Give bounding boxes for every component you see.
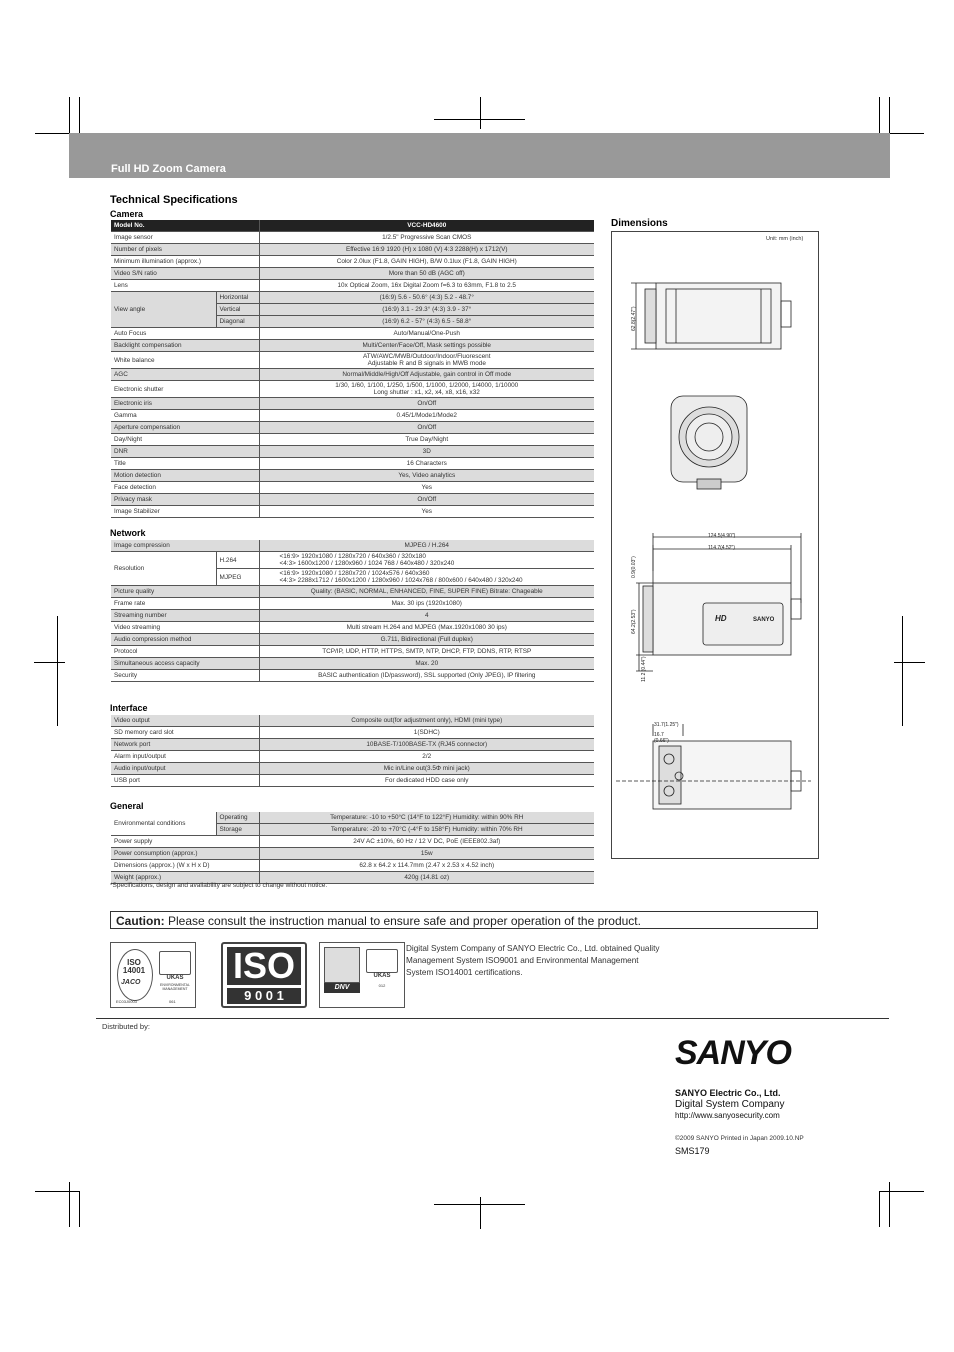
table-cell: Day/Night (111, 434, 259, 446)
table-row (111, 848, 594, 860)
table-row (111, 369, 594, 381)
table-cell: 10BASE-T/100BASE-TX (RJ45 connector) (259, 739, 594, 751)
table-cell: Power consumption (approx.) (111, 848, 259, 860)
company-url[interactable]: http://www.sanyosecurity.com (675, 1111, 780, 1120)
table-row (111, 256, 594, 268)
table-cell: Image compression (111, 540, 259, 552)
dim-d2: 64.2(2.53") (631, 609, 637, 634)
camera-section-title: Camera (110, 209, 144, 219)
table-cell: Electronic iris (111, 398, 259, 410)
table-cell: USB port (111, 775, 259, 787)
table-row (111, 670, 594, 682)
table-cell: Diagonal (216, 316, 259, 328)
iso14001-cert-logo: ISO 14001 JACO UKAS ENVIRONMENTAL MANAGEMENT EC03J0003 061 (110, 942, 196, 1008)
table-cell: More than 50 dB (AGC off) (259, 268, 594, 280)
table-row (111, 268, 594, 280)
table-cell: On/Off (259, 398, 594, 410)
table-row (111, 610, 594, 622)
table-cell: On/Off (259, 422, 594, 434)
table-row (111, 836, 594, 848)
table-cell: Composite out(for adjustment only), HDMI (mini type) (259, 715, 594, 727)
table-cell: 16 Characters (259, 458, 594, 470)
table-row (111, 622, 594, 634)
table-cell: Yes (259, 506, 594, 518)
interface-spec-table (111, 715, 594, 787)
table-row (111, 494, 594, 506)
table-row (111, 812, 594, 824)
interface-section-title: Interface (110, 703, 148, 713)
sanyo-logo: SANYO (675, 1034, 791, 1072)
caution-box (110, 911, 818, 929)
distributed-by: Distributed by: (102, 1022, 150, 1031)
dim-d1: 0.9(0.03") (631, 556, 637, 578)
dim-s2: 16.7 (0.66") (654, 732, 669, 744)
company-name: SANYO Electric Co., Ltd. (675, 1088, 781, 1098)
table-cell: H.264 (216, 552, 259, 569)
table-cell: TCP/IP, UDP, HTTP, HTTPS, SMTP, NTP, DHCP, FTP, DDNS, RTP, RTSP (259, 646, 594, 658)
table-row (111, 458, 594, 470)
divider (96, 1018, 889, 1019)
table-cell: 1(SDHC) (259, 727, 594, 739)
table-cell: Protocol (111, 646, 259, 658)
table-cell: Storage (216, 824, 259, 836)
table-cell: 10x Optical Zoom, 16x Digital Zoom f=6.3 to 63mm, F1.8 to 2.5 (259, 280, 594, 292)
dim-w-body: 114.7(4.52") (708, 545, 735, 551)
table-row (111, 422, 594, 434)
table-cell: Normal/Middle/High/Off Adjustable, gain control in Off mode (259, 369, 594, 381)
company-division: Digital System Company (675, 1099, 785, 1110)
table-cell: (16:9) 6.2 - 57° (4:3) 6.5 - 58.8° (259, 316, 594, 328)
table-cell: Video S/N ratio (111, 268, 259, 280)
table-cell: (16:9) 5.6 - 50.6° (4:3) 5.2 - 48.7° (259, 292, 594, 304)
table-row (111, 352, 594, 369)
dim-d3: 11.2 (0.44") (641, 656, 647, 682)
table-row (111, 634, 594, 646)
table-cell: Resolution (111, 552, 216, 586)
table-row (111, 381, 594, 398)
table-cell: On/Off (259, 494, 594, 506)
table-row (111, 540, 594, 552)
table-cell: Gamma (111, 410, 259, 422)
footnote: *Specifications, design and availability are subject to change without notice. (110, 882, 328, 889)
table-cell: Weight (approx.) (111, 872, 259, 884)
table-cell: Environmental conditions (111, 812, 216, 836)
table-cell: Vertical (216, 304, 259, 316)
copyright: ©2009 SANYO Printed in Japan 2009.10.NP (675, 1135, 804, 1142)
table-row (111, 328, 594, 340)
table-cell: 24V AC ±10%, 60 Hz / 12 V DC, PoE (IEEE802.3af) (259, 836, 594, 848)
table-cell: (16:9) 3.1 - 29.3° (4:3) 3.9 - 37° (259, 304, 594, 316)
table-row (111, 470, 594, 482)
table-cell: Multi stream H.264 and MJPEG (Max.1920x1080 30 ips) (259, 622, 594, 634)
table-cell: Privacy mask (111, 494, 259, 506)
table-row (111, 398, 594, 410)
table-cell: MJPEG (216, 569, 259, 586)
table-cell: Auto Focus (111, 328, 259, 340)
dimensions-title: Dimensions (611, 218, 668, 229)
table-cell: Power supply (111, 836, 259, 848)
table-row (111, 244, 594, 256)
dnv-ukas-cert-logo: DNV UKAS 012 (319, 942, 405, 1008)
network-spec-table (111, 540, 594, 682)
table-cell: Face detection (111, 482, 259, 494)
table-cell: Horizontal (216, 292, 259, 304)
table-cell: 2/2 (259, 751, 594, 763)
table-cell: Audio compression method (111, 634, 259, 646)
tech-spec-title: Technical Specifications (110, 194, 238, 206)
table-cell: Network port (111, 739, 259, 751)
table-row (111, 340, 594, 352)
table-cell: Quality: (BASIC, NORMAL, ENHANCED, FINE, SUPER FINE) Bitrate: Chageable (259, 586, 594, 598)
table-cell: Electronic shutter (111, 381, 259, 398)
table-cell: Video output (111, 715, 259, 727)
table-cell: Motion detection (111, 470, 259, 482)
company-block (675, 1088, 784, 1121)
table-cell: Color 2.0lux (F1.8, GAIN HIGH), B/W 0.1lux (F1.8, GAIN HIGH) (259, 256, 594, 268)
table-row (111, 586, 594, 598)
general-section-title: General (110, 801, 144, 811)
table-row (111, 751, 594, 763)
table-cell: Frame rate (111, 598, 259, 610)
dimensions-unit: Unit: mm (inch) (766, 236, 804, 242)
banner-title: Full HD Zoom Camera (111, 163, 226, 175)
table-row (111, 739, 594, 751)
network-section-title: Network (110, 528, 146, 538)
table-row (111, 506, 594, 518)
iso9001-logo: ISO 9 0 0 1 (221, 942, 307, 1008)
table-row (111, 292, 594, 304)
table-row (111, 658, 594, 670)
dim-h1: 62.8(2.47") (631, 306, 637, 331)
caution-text: Please consult the instruction manual to ensure safe and proper operation of the product. (164, 914, 641, 928)
table-cell: 4 (259, 610, 594, 622)
table-cell: Title (111, 458, 259, 470)
table-row (111, 646, 594, 658)
table-cell: Minimum illumination (approx.) (111, 256, 259, 268)
cert-description: Digital System Company of SANYO Electric Co., Ltd. obtained Quality Management System ISO9001 and Environmental Management System ISO14001 certifications. (406, 944, 660, 977)
table-row (111, 446, 594, 458)
table-cell: Temperature: -10 to +50°C (14°F to 122°F) Humidity: within 90% RH (259, 812, 594, 824)
table-cell: Audio input/output (111, 763, 259, 775)
table-cell: Operating (216, 812, 259, 824)
table-cell: ATW/AWC/MWB/Outdoor/Indoor/Fluorescent Adjustable R and B signals in MWB mode (259, 352, 594, 369)
table-cell: Image sensor (111, 232, 259, 244)
table-cell: Auto/Manual/One-Push (259, 328, 594, 340)
table-cell: Temperature: -20 to +70°C (-4°F to 158°F) Humidity: within 70% RH (259, 824, 594, 836)
table-cell: G.711, Bidirectional (Full duplex) (259, 634, 594, 646)
table-cell: 420g (14.81 oz) (259, 872, 594, 884)
table-cell: True Day/Night (259, 434, 594, 446)
table-cell: 15w (259, 848, 594, 860)
table-row (111, 598, 594, 610)
table-cell: Effective 16:9 1920 (H) x 1080 (V) 4:3 2288(H) x 1712(V) (259, 244, 594, 256)
table-cell: White balance (111, 352, 259, 369)
table-row (111, 434, 594, 446)
table-row (111, 220, 594, 232)
table-cell: Number of pixels (111, 244, 259, 256)
table-row (111, 410, 594, 422)
model-value: VCC-HD4600 (259, 220, 594, 232)
table-row (111, 552, 594, 569)
table-cell: Simultaneous access capacity (111, 658, 259, 670)
table-cell: For dedicated HDD case only (259, 775, 594, 787)
table-row (111, 715, 594, 727)
sanyo-mark: SANYO (753, 617, 775, 623)
table-row (111, 232, 594, 244)
table-row (111, 763, 594, 775)
table-cell: MJPEG / H.264 (259, 540, 594, 552)
table-row (111, 860, 594, 872)
table-cell: Yes (259, 482, 594, 494)
hd-logo: HD (715, 614, 727, 623)
general-spec-table (111, 812, 594, 884)
table-cell: Picture quality (111, 586, 259, 598)
dim-w-total: 124.5(4.90") (708, 533, 736, 539)
table-row (111, 280, 594, 292)
table-cell: BASIC authentication (ID/password), SSL supported (Only JPEG), IP filtering (259, 670, 594, 682)
table-cell: Max. 20 (259, 658, 594, 670)
table-cell: Lens (111, 280, 259, 292)
table-cell: Image Stabilizer (111, 506, 259, 518)
table-row (111, 482, 594, 494)
table-cell: Mic in/Line out(3.5Φ mini jack) (259, 763, 594, 775)
document-code: SMS179 (675, 1146, 710, 1156)
table-cell: Aperture compensation (111, 422, 259, 434)
table-cell: Yes, Video analytics (259, 470, 594, 482)
table-cell: 1/30, 1/60, 1/100, 1/250, 1/500, 1/1000, 1/2000, 1/4000, 1/10000 Long shutter : x1, x2, x4, x8, x16, x32 (259, 381, 594, 398)
table-cell: Alarm input/output (111, 751, 259, 763)
table-cell: 1/2.5" Progressive Scan CMOS (259, 232, 594, 244)
table-cell: Video streaming (111, 622, 259, 634)
table-cell: View angle (111, 292, 216, 328)
table-cell: 62.8 x 64.2 x 114.7mm (2.47 x 2.53 x 4.52 inch) (259, 860, 594, 872)
table-cell: 0.45/1/Mode1/Mode2 (259, 410, 594, 422)
table-cell: Security (111, 670, 259, 682)
table-cell: <16:9> 1920x1080 / 1280x720 / 1024x576 / 640x360 <4:3> 2288x1712 / 1600x1200 / 1280x960 / 1024x768 / 800x600 / 640x480 / 320x240 (259, 569, 594, 586)
dim-s1: 31.7(1.25") (654, 722, 679, 728)
table-cell: SD memory card slot (111, 727, 259, 739)
caution-label: Caution: (116, 914, 165, 928)
model-label: Model No. (111, 220, 259, 232)
table-cell: AGC (111, 369, 259, 381)
table-cell: <16:9> 1920x1080 / 1280x720 / 640x360 / 320x180 <4:3> 1600x1200 / 1280x960 / 1024 768 / 640x480 / 320x240 (259, 552, 594, 569)
table-cell: Streaming number (111, 610, 259, 622)
table-cell: Backlight compensation (111, 340, 259, 352)
table-cell: Multi/Center/Face/Off, Mask settings possible (259, 340, 594, 352)
table-cell: Max. 30 ips (1920x1080) (259, 598, 594, 610)
table-cell: DNR (111, 446, 259, 458)
table-cell: Dimensions (approx.) (W x H x D) (111, 860, 259, 872)
table-row (111, 727, 594, 739)
header-banner (69, 133, 890, 178)
table-cell: 3D (259, 446, 594, 458)
table-row (111, 775, 594, 787)
camera-spec-table (111, 220, 594, 518)
